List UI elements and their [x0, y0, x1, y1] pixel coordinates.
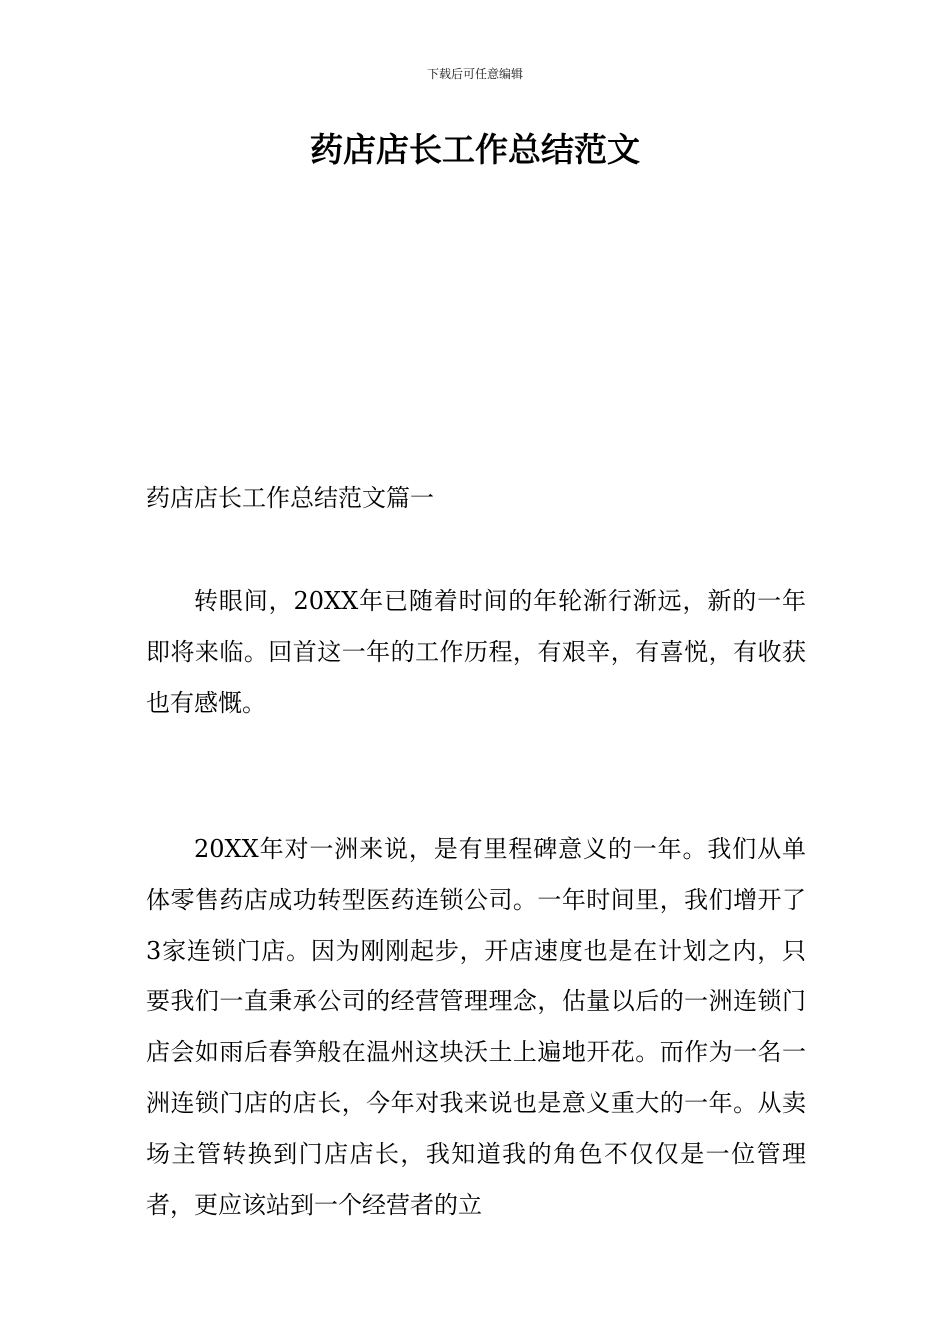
header-note: 下载后可任意编辑: [426, 67, 523, 81]
document-title: 药店店长工作总结范文: [310, 130, 640, 169]
section-heading: 药店店长工作总结范文篇一: [146, 484, 434, 512]
paragraph-2: 20XX年对一洲来说，是有里程碑意义的一年。我们从单体零售药店成功转型医药连锁公司。一年时间里，我们增开了3家连锁门店。因为刚刚起步，开店速度也是在计划之内，只要我们一直秉承公司的经营管理理念，估量以后的一洲连锁门店会如雨后春笋般在温州这块沃土上遍地开花。而作为一名一洲连锁门店的店长，今年对我来说也是意义重大的一年。从卖场主管转换到门店店长，我知道我的角色不仅仅是一位管理者，更应该站到一个经营者的立: [146, 835, 806, 1219]
paragraph-1: 转眼间，20XX年已随着时间的年轮渐行渐远，新的一年即将来临。回首这一年的工作历程，有艰辛，有喜悦，有收获也有感慨。: [146, 587, 806, 717]
